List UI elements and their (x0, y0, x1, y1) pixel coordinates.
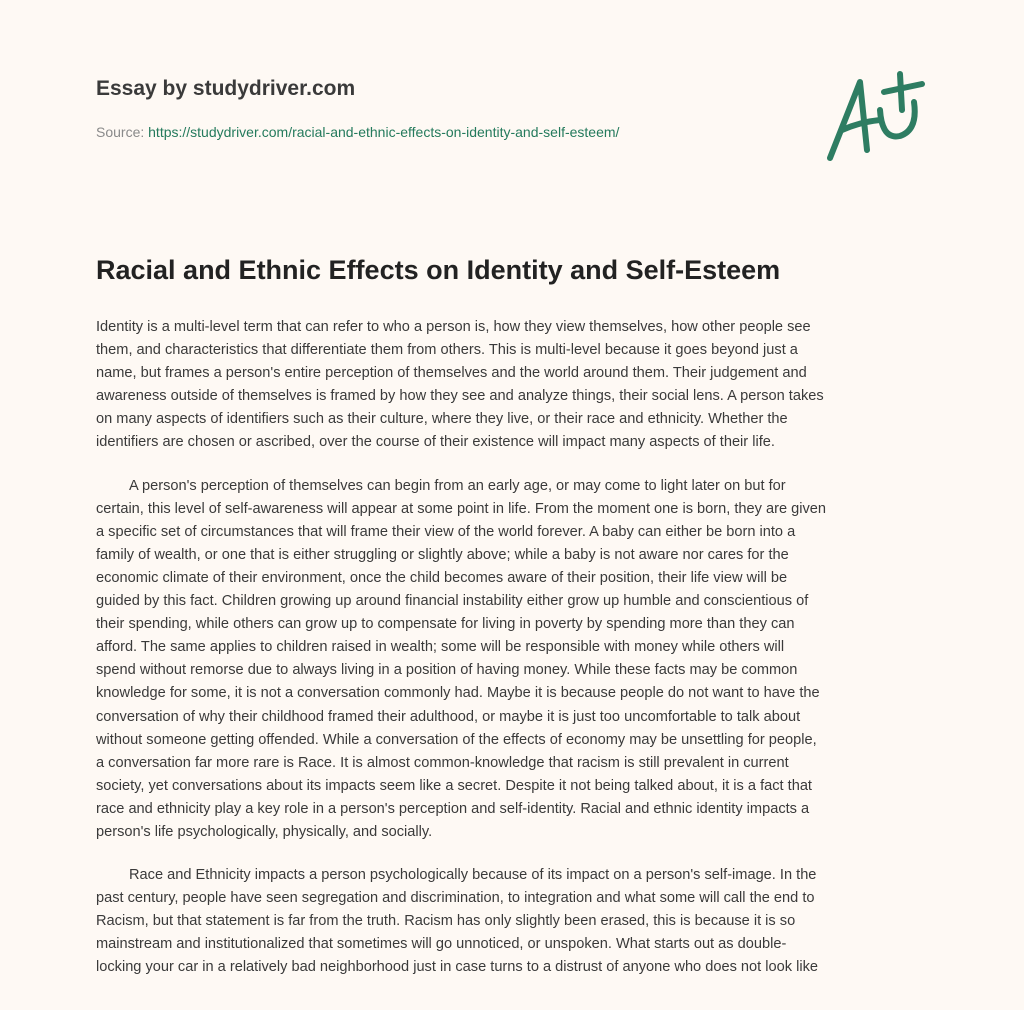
paragraph (96, 316, 936, 455)
paragraph-line: name, but frames a person's entire perception of themselves and the world around them. Their judgement and (96, 365, 807, 382)
paragraph-line: a specific set of circumstances that will frame their view of the world forever. A baby can either be born into a (96, 523, 796, 540)
paragraph (96, 475, 936, 845)
paragraph-line: conversation of why their childhood framed their adulthood, or maybe it is just too uncomfortable to talk about (96, 708, 801, 725)
site-title: Essay by studydriver.com (96, 77, 356, 100)
source-line (96, 124, 619, 140)
paragraph-line: a conversation far more rare is Race. It is almost common-knowledge that racism is still prevalent in current (96, 754, 789, 771)
source-link[interactable]: https://studydriver.com/racial-and-ethnic-effects-on-identity-and-self-esteem/ (148, 124, 620, 140)
paragraph-line: A person's perception of themselves can begin from an early age, or may come to light later on but for (129, 477, 786, 494)
paragraph-line: mainstream and institutionalized that sometimes will go unnoticed, or unspoken. What starts out as double- (96, 936, 787, 953)
paragraph-line: their spending, while others can grow up to compensate for living in poverty by spending more than they can (96, 616, 795, 633)
paragraph-line: knowledge for some, it is not a conversation commonly had. Maybe it is because people do not want to have the (96, 685, 820, 702)
paragraph-line: person's life psychologically, physically, and socially. (96, 823, 433, 840)
paragraph-line: family of wealth, or one that is either struggling or slightly above; while a baby is not aware nor cares for the (96, 546, 789, 563)
paragraph-line: spend without remorse due to always living in a position of having money. While these facts may be common (96, 662, 798, 679)
paragraph-line: certain, this level of self-awareness will appear at some point in life. From the moment one is born, they are given (96, 500, 827, 517)
a-plus-logo (822, 70, 927, 165)
paragraph-line: guided by this fact. Children growing up around financial instability either grow up humble and conscientious of (96, 593, 809, 610)
article-body (96, 316, 936, 1000)
paragraph-line: society, yet conversations about its impacts seem like a secret. Despite it not being talked about, it is a fact that (96, 777, 812, 794)
paragraph-line: afford. The same applies to children raised in wealth; some will be responsible with money while others will (96, 639, 785, 656)
paragraph-line: Identity is a multi-level term that can refer to who a person is, how they view themselves, how other people see (96, 319, 811, 335)
article-title: Racial and Ethnic Effects on Identity and Self-Esteem (96, 255, 781, 285)
source-label: Source: (96, 124, 145, 140)
paragraph-line: without someone getting offended. While a conversation of the effects of economy may be unsettling for people, (96, 731, 817, 748)
paragraph-line: past century, people have seen segregation and discrimination, to integration and what some will call the end to (96, 890, 815, 907)
paragraph-line: Race and Ethnicity impacts a person psychologically because of its impact on a person's self-image. In the (129, 867, 817, 884)
paragraph-line: on many aspects of identifiers such as their culture, where they live, or their race and ethnicity. Whether the (96, 411, 788, 428)
paragraph (96, 864, 936, 979)
paragraph-line: identifiers are chosen or ascribed, over the course of their existence will impact many aspects of their life. (96, 434, 775, 451)
paragraph-line: Racism, but that statement is far from the truth. Racism has only slightly been erased, this is because it is so (96, 913, 796, 930)
paragraph-line: locking your car in a relatively bad neighborhood just in case turns to a distrust of anyone who does not look like (96, 959, 818, 976)
paragraph-line: them, and characteristics that differentiate them from others. This is multi-level because it goes beyond just a (96, 342, 798, 359)
paragraph-line: race and ethnicity play a key role in a person's perception and self-identity. Racial and ethnic identity impacts a (96, 800, 810, 817)
paragraph-line: awareness outside of themselves is framed by how they see and analyze things, their social lens. A person takes (96, 388, 824, 405)
paragraph-line: economic climate of their environment, once the child becomes aware of their position, their life view will be (96, 569, 788, 586)
